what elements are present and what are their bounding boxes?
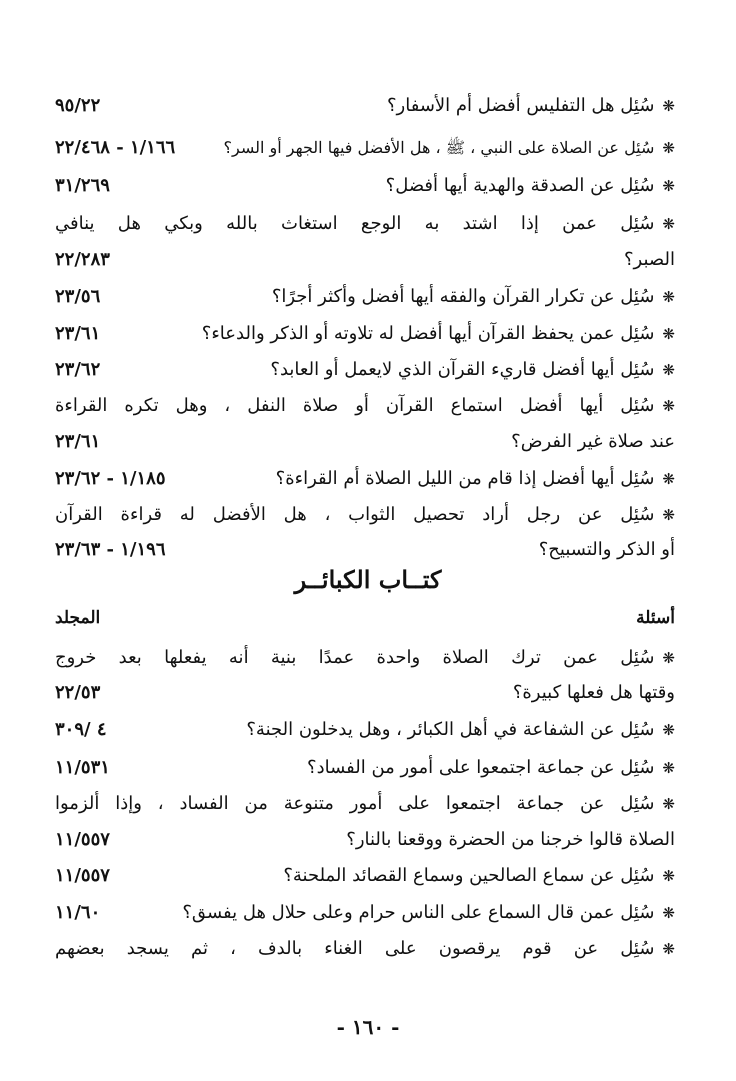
question-continuation: وقتها هل فعلها كبيرة؟ (512, 682, 675, 703)
bullet-icon: ❋ (662, 397, 675, 415)
volume-page-ref: ١١/٦٠ (55, 902, 101, 923)
question-text: سُئِل أيها أفضل قاريء القرآن الذي لايعمل أو العابد؟ (270, 359, 655, 380)
volume-page-ref: ١١/٥٥٧ (55, 865, 110, 886)
question-text: سُئِل أيها أفضل إذا قام من الليل الصلاة أم القراءة؟ (275, 468, 655, 489)
volume-page-ref: ٢٣/٦١ (55, 431, 101, 452)
questions-column-header: أسئلة (636, 608, 675, 628)
question-text: سُئِل عن رجل أراد تحصيل الثواب ، هل الأفضل له قراءة القرآن (55, 504, 655, 525)
question-text: سُئِل عن الصلاة على النبي ، ﷺ ، هل الأفضل فيها الجهر أو السر؟ (223, 138, 655, 157)
bullet-icon: ❋ (662, 288, 675, 306)
list-item (55, 640, 675, 676)
list-item (55, 931, 675, 967)
question-text: سُئِل عمن إذا اشتد به الوجع استغاث بالله وبكي هل ينافي (55, 213, 655, 234)
bullet-icon: ❋ (662, 721, 675, 739)
volume-page-ref: ١١/٥٥٧ (55, 829, 110, 850)
list-item (55, 88, 675, 124)
list-item (55, 168, 675, 204)
bullet-icon: ❋ (662, 904, 675, 922)
volume-page-ref: ٤ /٣٠٩ (55, 719, 107, 740)
question-text: سُئِل عمن قال السماع على الناس حرام وعلى حلال هل يفسق؟ (182, 902, 655, 923)
list-item (55, 279, 675, 315)
list-item (55, 461, 675, 497)
question-text: سُئِل عن تكرار القرآن والفقه أيها أفضل وأكثر أجرًا؟ (271, 286, 655, 307)
question-text: سُئِل عن سماع الصالحين وسماع القصائد الملحنة؟ (283, 865, 655, 886)
question-continuation: الصلاة قالوا خرجنا من الحضرة ووقعنا بالنار؟ (346, 829, 675, 850)
bullet-icon: ❋ (662, 759, 675, 777)
list-item (55, 130, 675, 166)
volume-page-ref: ٩٥/٢٢ (55, 95, 101, 116)
volume-page-ref: ٢٣/٦٢ (55, 359, 101, 380)
bullet-icon: ❋ (662, 867, 675, 885)
volume-column-header: المجلد (55, 608, 101, 628)
bullet-icon: ❋ (662, 215, 675, 233)
list-item (55, 388, 675, 424)
question-text: سُئِل أيها أفضل استماع القرآن أو صلاة النفل ، وهل تكره القراءة (55, 395, 655, 416)
bullet-icon: ❋ (662, 506, 675, 524)
volume-page-ref: ٢٣/٥٦ (55, 286, 101, 307)
bullet-icon: ❋ (662, 97, 675, 115)
bullet-icon: ❋ (662, 139, 675, 157)
list-item-continuation (55, 675, 675, 711)
volume-page-ref: ١/١٦٦ - ٢٢/٤٦٨ (55, 137, 176, 158)
list-item (55, 206, 675, 242)
volume-page-ref: ٣١/٢٦٩ (55, 175, 110, 196)
question-text: سُئِل عن الصدقة والهدية أيها أفضل؟ (385, 175, 655, 196)
list-item (55, 497, 675, 533)
list-item (55, 352, 675, 388)
bullet-icon: ❋ (662, 470, 675, 488)
volume-page-ref: ٢٢/٥٣ (55, 682, 101, 703)
question-text: سُئِل عن جماعة اجتمعوا على أمور من الفساد؟ (307, 757, 655, 778)
list-item (55, 316, 675, 352)
question-text: سُئِل عمن ترك الصلاة واحدة عمدًا بنية أنه يفعلها بعد خروج (55, 647, 655, 668)
question-text: سُئِل عمن يحفظ القرآن أيها أفضل له تلاوته أو الذكر والدعاء؟ (201, 323, 655, 344)
bullet-icon: ❋ (662, 940, 675, 958)
list-item (55, 858, 675, 894)
list-item-continuation (55, 532, 675, 568)
list-item (55, 712, 675, 748)
volume-page-ref: ٢٢/٢٨٣ (55, 249, 110, 270)
list-item (55, 786, 675, 822)
list-item (55, 895, 675, 931)
bullet-icon: ❋ (662, 325, 675, 343)
question-text: سُئِل عن الشفاعة في أهل الكبائر ، وهل يدخلون الجنة؟ (246, 719, 655, 740)
volume-page-ref: ١١/٥٣١ (55, 757, 110, 778)
bullet-icon: ❋ (662, 795, 675, 813)
question-text: سُئِل عن قوم يرقصون على الغناء بالدف ، ثم يسجد بعضهم (55, 938, 655, 959)
question-continuation: أو الذكر والتسبيح؟ (538, 539, 675, 560)
section-title: كتــاب الكبائــر (294, 565, 442, 594)
volume-page-ref: ٢٣/٦١ (55, 323, 101, 344)
bullet-icon: ❋ (662, 361, 675, 379)
bullet-icon: ❋ (662, 649, 675, 667)
question-continuation: الصبر؟ (623, 249, 675, 270)
question-continuation: عند صلاة غير الفرض؟ (511, 431, 675, 452)
list-item (55, 750, 675, 786)
volume-page-ref: ١/١٩٦ - ٢٣/٦٣ (55, 539, 166, 560)
list-item-continuation (55, 242, 675, 278)
question-text: سُئِل هل التفليس أفضل أم الأسفار؟ (387, 95, 655, 116)
bullet-icon: ❋ (662, 177, 675, 195)
page-number: - ١٦٠ - (336, 1015, 400, 1039)
volume-page-ref: ١/١٨٥ - ٢٣/٦٢ (55, 468, 166, 489)
list-item-continuation (55, 822, 675, 858)
question-text: سُئِل عن جماعة اجتمعوا على أمور متنوعة من الفساد ، وإذا ألزموا (55, 793, 655, 814)
list-item-continuation (55, 424, 675, 460)
